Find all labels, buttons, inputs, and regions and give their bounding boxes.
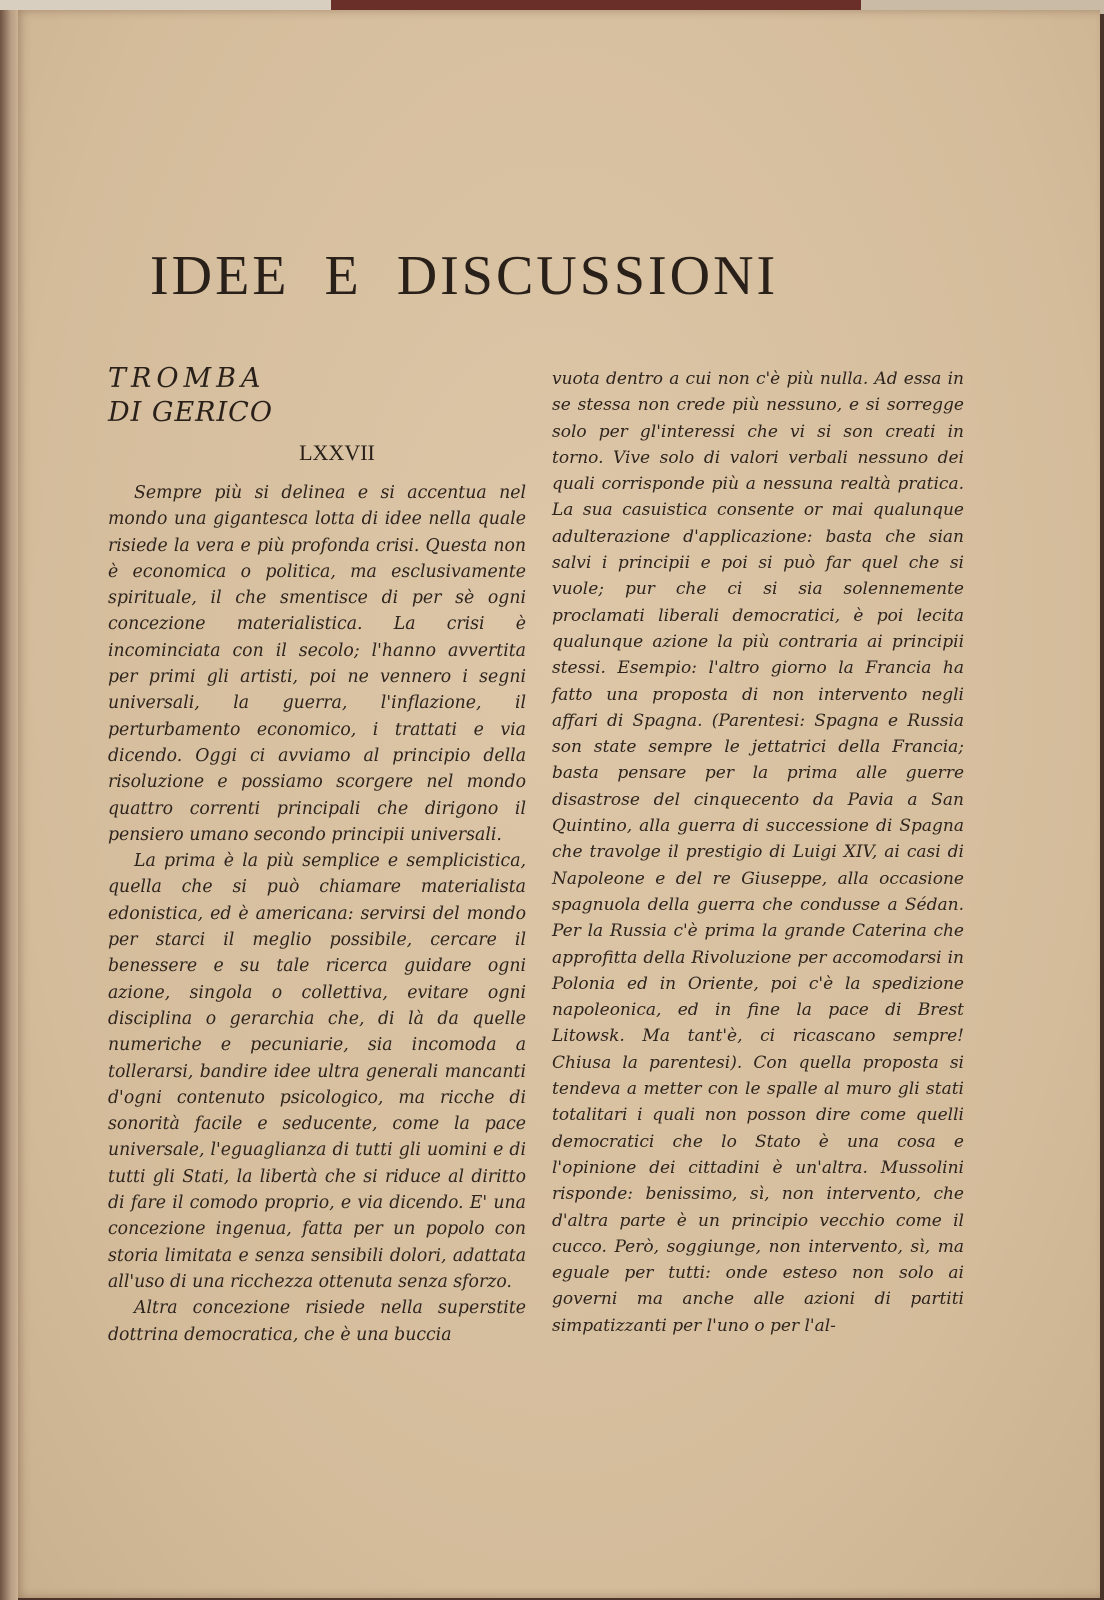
paragraph: vuota dentro a cui non c'è più nulla. Ad essa in se stessa non crede più nessuno, e si sorregge solo per gl'interessi che vi si son creati in torno. Vive solo di valori verbali nessuno dei quali corrisponde più a nessuna realtà pratica. La sua casuistica consente or mai qualunque adulterazione d'applicazione: basta che sian salvi i principii e poi si può far quel che si vuole; pur che ci si sia solennemente proclamati liberali democratici, è poi lecita qualunque azione la più contraria ai principii stessi. Esempio: l'altro giorno la Francia ha fatto una proposta di non intervento negli affari di Spagna. (Parentesi: Spagna e Russia son state sempre le jettatrici della Francia; basta pensare per la prima alle guerre disastrose del cinquecento da Pavia a San Quintino, alla guerra di successione di Spagna che travolge il prestigio di Luigi XIV, ai casi di Napoleone e del re Giuseppe, alla occasione spagnuola della guerra che condusse a Sédan. Per la Russia c'è prima la grande Caterina che approfitta della Rivoluzione per accomodarsi in Polonia ed in Oriente, poi c'è la spedizione napoleonica, ed in fine la pace di Brest Litowsk. Ma tant'è, ci ricascano sempre! Chiusa la parentesi). Con quella proposta si tendeva a metter con le spalle al muro gli stati totalitari i quali non posson dire come quelli democratici che lo Stato è una cosa e l'opinione dei cittadini è un'altra. Mussolini risponde: benissimo, sì, non intervento, che d'altra parte è un principio vecchio come il cucco. Però, soggiunge, non intervento, sì, ma eguale per tutti: onde esteso non solo ai governi ma anche alle azioni di partiti simpatizzanti per l'uno o per l'al- xyxy=(552,369,964,1336)
paragraph: Altra concezione risiede nella superstite dottrina democratica, che è una buccia xyxy=(108,1298,526,1345)
paragraph: La prima è la più semplice e semplicistica, quella che si può chiamare materialista edonistica, ed è americana: servirsi del mondo per starci il meglio possibile, cercare il benessere e su tale ricerca guidare ogni azione, singola o collettiva, evitare ogni disciplina o gerarchia che, di là da quelle numeriche e pecuniarie, sia incomoda a tollerarsi, bandire idee ultra generali mancanti d'ogni contenuto psicologico, ma ricche di sonorità facile e seducente, come la pace universale, l'eguaglianza di tutti gli uomini e di tutti gli Stati, la libertà che si riduce al diritto di fare il comodo proprio, e via dicendo. E' una concezione ingenua, fatta per un popolo con storia limitata e senza sensibili dolori, adattata all'uso di una ricchezza ottenuta senza sforzo. xyxy=(108,851,526,1292)
left-column xyxy=(108,362,526,1348)
right-column xyxy=(552,366,964,1339)
article-title-line-1: TROMBA xyxy=(108,363,266,394)
article-title xyxy=(108,362,526,430)
paragraph: Sempre più si delinea e si accentua nel mondo una gigantesca lotta di idee nella quale risiede la vera e più profonda crisi. Questa non è economica o politica, ma esclusivamente spirituale, il che smentisce di per sè ogni concezione materialistica. La crisi è incominciata con il secolo; l'hanno avvertita per primi gli artisti, poi ne vennero i segni universali, la guerra, l'inflazione, il perturbamento economico, i trattati e via dicendo. Oggi ci avviamo al principio della risoluzione e possiamo scorgere nel mondo quattro correnti principali che dirigono il pensiero umano secondo principii universali. xyxy=(108,483,526,845)
page-header-title: IDEE E DISCUSSIONI xyxy=(150,245,779,307)
article-title-line-2: DI GERICO xyxy=(108,397,273,428)
page-binding xyxy=(0,10,18,1600)
article-number: LXXVII xyxy=(299,440,375,465)
